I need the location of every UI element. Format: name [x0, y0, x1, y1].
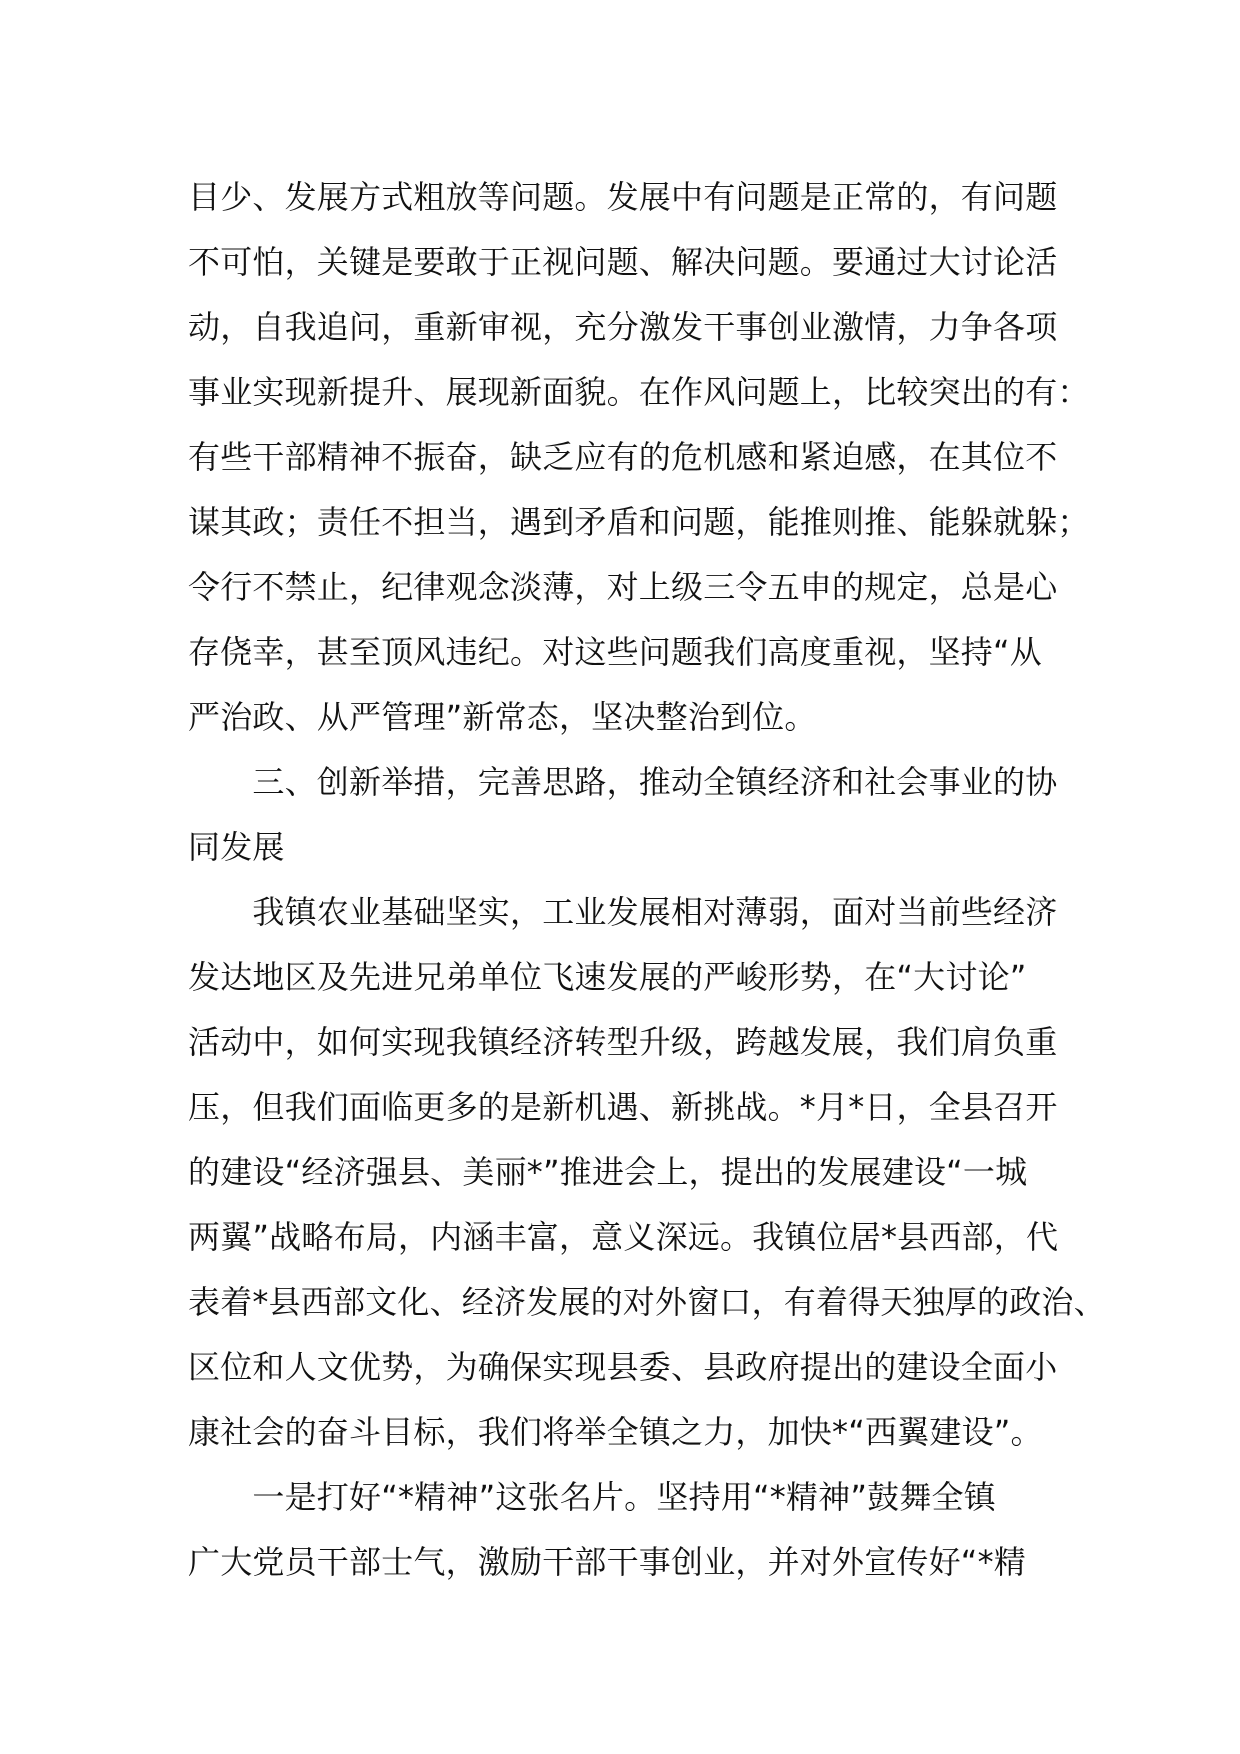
- text-line: 康社会的奋斗目标，我们将举全镇之力，加快*“西翼建设”。: [188, 1413, 1043, 1451]
- text-line: 活动中，如何实现我镇经济转型升级，跨越发展，我们肩负重: [188, 1023, 1058, 1061]
- text-line: 区位和人文优势，为确保实现县委、县政府提出的建设全面小: [188, 1348, 1058, 1386]
- text-line: 压，但我们面临更多的是新机遇、新挑战。*月*日，全县召开: [188, 1088, 1058, 1126]
- text-line: 事业实现新提升、展现新面貌。在作风问题上，比较突出的有：: [188, 373, 1090, 411]
- text-line: 发达地区及先进兄弟单位飞速发展的严峻形势，在“大讨论”: [188, 958, 1027, 996]
- section-heading-line: 同发展: [188, 828, 285, 866]
- text-line: 严治政、从严管理”新常态，坚决整治到位。: [188, 698, 817, 736]
- text-line: 存侥幸，甚至顶风违纪。对这些问题我们高度重视，坚持“从: [188, 633, 1042, 671]
- document-body: [188, 165, 1106, 1595]
- text-line: 的建设“经济强县、美丽*”推进会上，提出的发展建设“一城: [188, 1153, 1028, 1191]
- text-line: 两翼”战略布局，内涵丰富，意义深远。我镇位居*县西部，代: [188, 1218, 1059, 1256]
- text-line: 谋其政；责任不担当，遇到矛盾和问题，能推则推、能躲就躲；: [188, 503, 1090, 541]
- section-heading-line: 三、创新举措，完善思路，推动全镇经济和社会事业的协: [188, 763, 1058, 801]
- text-line: 广大党员干部士气，激励干部干事创业，并对外宣传好“*精: [188, 1543, 1026, 1581]
- text-line: 一是打好“*精神”这张名片。坚持用“*精神”鼓舞全镇: [188, 1478, 996, 1516]
- text-line: 表着*县西部文化、经济发展的对外窗口，有着得天独厚的政治、: [188, 1283, 1106, 1321]
- text-line: 我镇农业基础坚实，工业发展相对薄弱，面对当前些经济: [188, 893, 1058, 931]
- text-line: 令行不禁止，纪律观念淡薄，对上级三令五申的规定，总是心: [188, 568, 1058, 606]
- text-line: 动，自我追问，重新审视，充分激发干事创业激情，力争各项: [188, 308, 1058, 346]
- text-line: 有些干部精神不振奋，缺乏应有的危机感和紧迫感，在其位不: [188, 438, 1058, 476]
- text-line: 目少、发展方式粗放等问题。发展中有问题是正常的，有问题: [188, 178, 1058, 216]
- text-line: 不可怕，关键是要敢于正视问题、解决问题。要通过大讨论活: [188, 243, 1058, 281]
